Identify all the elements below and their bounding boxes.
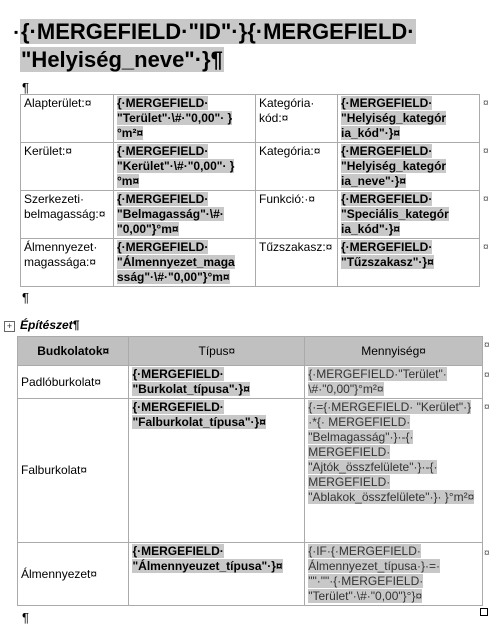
title-line-1: {·MERGEFIELD·"ID"·}{·MERGEFIELD·	[21, 19, 415, 44]
label-cell: Tűzszakasz:¤	[256, 239, 338, 287]
label-cell: Alapterület:¤	[21, 95, 114, 143]
row-end-mark: ¤	[484, 402, 490, 413]
table-resize-handle[interactable]	[480, 608, 488, 616]
column-header: Budkolatok¤	[18, 337, 129, 366]
row-end-mark: ¤	[484, 370, 490, 381]
merge-field[interactable]: {·MERGEFIELD· "Tűzszakasz"·}¤	[341, 240, 434, 269]
item-name-cell: Falburkolat¤	[18, 399, 129, 543]
info-table	[20, 94, 480, 287]
value-cell	[114, 239, 256, 287]
label-cell: Álmennyezet· magassága:¤	[21, 239, 114, 287]
label-cell: Funkció:·¤	[256, 191, 338, 239]
paragraph-mark: ¶	[22, 610, 29, 625]
merge-field[interactable]: {·MERGEFIELD· "Helyiség_kategór ia_kód"·}¤	[341, 96, 447, 140]
table-row	[18, 366, 483, 399]
table-move-handle-icon[interactable]: +	[4, 321, 15, 332]
merge-field[interactable]: {·={·MERGEFIELD· "Kerület"·}·*{· MERGEFIELD· "Belmagasság"·}·-{· MERGEFIELD· "Ajtók_összfelülete"·}·-{· MERGEFIELD· "Ablakok_összfelülete"·}· }°m²¤	[308, 400, 475, 504]
quantity-cell	[305, 399, 483, 543]
row-end-mark: ¤	[484, 548, 490, 559]
label-cell: Kategória:¤	[256, 143, 338, 191]
table-row	[21, 143, 480, 191]
merge-field[interactable]: {·MERGEFIELD· "Burkolat_típusa"·}¤	[132, 367, 250, 396]
value-cell	[338, 191, 480, 239]
merge-field[interactable]: {·MERGEFIELD· "Álmennyezet_maga sság"·\#·"0,00"}°m¤	[117, 240, 235, 284]
value-cell	[114, 191, 256, 239]
merge-field[interactable]: {·IF·{·MERGEFIELD· Álmennyezet_típusa·}·=· ""·""·{·MERGEFIELD· "Terület"·\#·"0,00"}°}¤	[308, 544, 440, 603]
type-cell	[129, 399, 305, 543]
title-line-2: "Helyiség_neve"·}¶	[21, 47, 223, 72]
item-name-cell: Padlóburkolat¤	[18, 366, 129, 399]
label-cell: Kerület:¤	[21, 143, 114, 191]
table-row	[21, 191, 480, 239]
row-end-mark: ¤	[483, 242, 489, 253]
row-end-mark: ¤	[483, 146, 489, 157]
value-cell	[338, 95, 480, 143]
merge-field[interactable]: {·MERGEFIELD· "Belmagasság"·\#· "0,00"}°m¤	[117, 192, 224, 236]
type-cell	[129, 366, 305, 399]
table-row	[18, 399, 483, 543]
merge-field[interactable]: {·MERGEFIELD· "Álmennyeuzet_típusa"·}¤	[132, 544, 283, 573]
paragraph-mark: ¶	[22, 290, 29, 305]
table-row	[18, 543, 483, 606]
row-end-mark: ¤	[483, 194, 489, 205]
page-title	[14, 18, 446, 74]
works-table	[17, 336, 483, 606]
quantity-cell	[305, 543, 483, 606]
bullet-marker: ▪	[14, 25, 19, 39]
merge-field[interactable]: {·MERGEFIELD·"Terület"· \#·"0,00"}°m²¤	[308, 367, 447, 396]
table-row	[21, 95, 480, 143]
merge-field[interactable]: {·MERGEFIELD· "Helyiség_kategór ia_neve"·}¤	[341, 144, 447, 188]
type-cell	[129, 543, 305, 606]
merge-field[interactable]: {·MERGEFIELD· "Kerület"·\#·"0,00"· }°m¤	[117, 144, 235, 188]
item-name-cell: Álmennyezet¤	[18, 543, 129, 606]
label-cell: Szerkezeti· belmagasság:¤	[21, 191, 114, 239]
merge-field[interactable]: {·MERGEFIELD· "Falburkolat_típusa"·}¤	[132, 400, 266, 429]
value-cell	[114, 143, 256, 191]
section-title: Építészet¶	[20, 318, 80, 332]
merge-field[interactable]: {·MERGEFIELD· "Terület"·\#·"0,00"· }°m²¤	[117, 96, 233, 140]
value-cell	[338, 143, 480, 191]
paragraph-mark: ¶	[22, 80, 29, 95]
row-end-mark: ¤	[483, 98, 489, 109]
label-cell: Kategória· kód:¤	[256, 95, 338, 143]
merge-field[interactable]: {·MERGEFIELD· "Speciális_kategór ia_kód"·}¤	[341, 192, 449, 236]
value-cell	[338, 239, 480, 287]
column-header: Mennyiség¤	[305, 337, 483, 366]
quantity-cell	[305, 366, 483, 399]
value-cell	[114, 95, 256, 143]
row-end-mark: ¤	[484, 340, 490, 351]
table-row	[21, 239, 480, 287]
column-header: Típus¤	[129, 337, 305, 366]
table-header-row	[18, 337, 483, 366]
